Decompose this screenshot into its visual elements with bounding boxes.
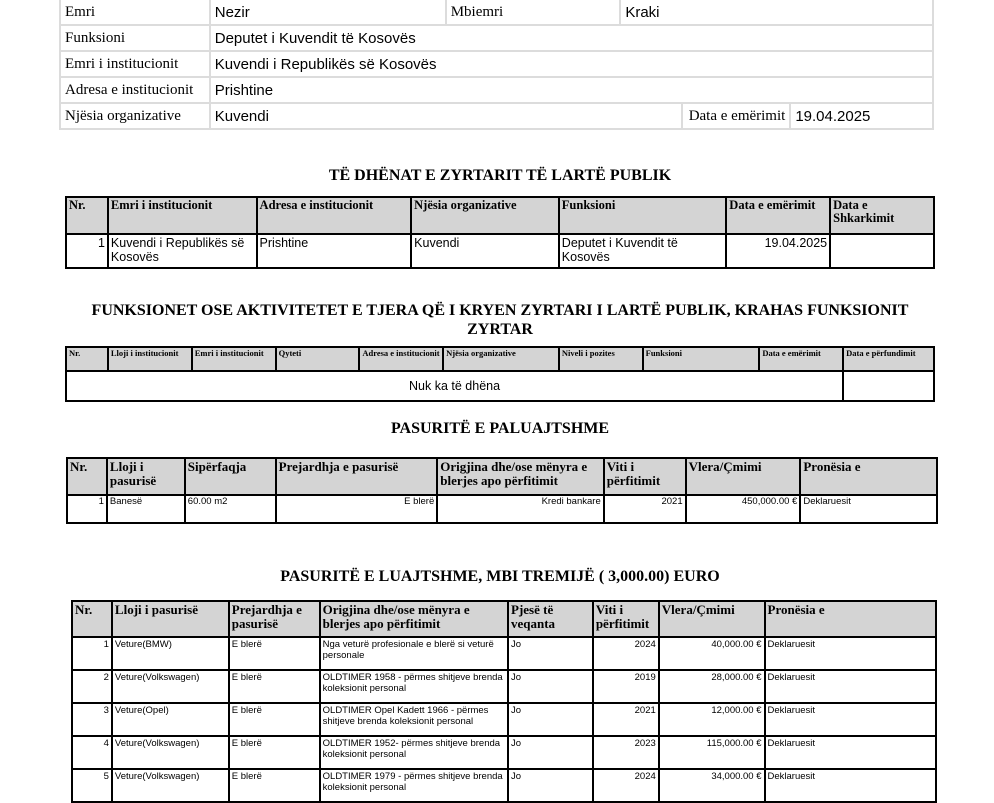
table-row — [72, 736, 936, 769]
info-row-name — [60, 0, 933, 25]
movable-assets-table — [71, 600, 937, 803]
institution-label: Emri i institucionit — [60, 51, 210, 77]
col-header: Pjesë të veqanta — [508, 601, 593, 637]
table-row — [66, 234, 934, 268]
info-row-unit — [60, 103, 933, 129]
cell-type: Veture(BMW) — [112, 637, 229, 670]
col-header: Njësia organizative — [411, 197, 559, 234]
cell-nr: 1 — [72, 637, 112, 670]
info-row-address — [60, 77, 933, 103]
address-value: Prishtine — [210, 77, 933, 103]
col-header: Nr. — [67, 458, 107, 495]
cell-provenance: E blerë — [229, 769, 320, 802]
col-header: Viti i përfitimit — [593, 601, 659, 637]
other-functions-title: FUNKSIONET OSE AKTIVITETET E TJERA QË I KRYEN ZYRTARI I LARTË PUBLIK, KRAHAS FUNKSIONIT ZYRTAR — [91, 302, 909, 338]
table-row — [67, 495, 937, 523]
cell-ownership: Deklaruesit — [765, 703, 936, 736]
official-data-table — [65, 196, 935, 269]
col-header: Niveli i pozites — [559, 347, 643, 371]
col-header: Emri i institucionit — [108, 197, 257, 234]
movable-assets-title: PASURITË E LUAJTSHME, MBI TREMIJË ( 3,000.00) EURO — [280, 568, 720, 585]
table-header-row — [66, 347, 934, 371]
table-row — [66, 371, 934, 401]
institution-value: Kuvendi i Republikës së Kosovës — [210, 51, 933, 77]
last-name-label: Mbiemri — [446, 0, 621, 25]
cell-nr: 5 — [72, 769, 112, 802]
cell-origin: OLDTIMER 1979 - përmes shitjeve brenda koleksionit personal — [320, 769, 508, 802]
table-row — [72, 769, 936, 802]
cell-origin: Nga veturë profesionale e blerë si veturë personale — [320, 637, 508, 670]
cell-dismissal-date — [830, 234, 934, 268]
address-label: Adresa e institucionit — [60, 77, 210, 103]
cell-ownership: Deklaruesit — [765, 637, 936, 670]
cell-year: 2021 — [593, 703, 659, 736]
cell-origin: OLDTIMER Opel Kadett 1966 - përmes shitjeve brenda koleksionit personal — [320, 703, 508, 736]
cell-special-parts: Jo — [508, 736, 593, 769]
col-header: Vlera/Çmimi — [686, 458, 801, 495]
info-row-institution — [60, 51, 933, 77]
cell-institution: Kuvendi i Republikës së Kosovës — [108, 234, 257, 268]
cell-type: Veture(Volkswagen) — [112, 670, 229, 703]
cell-provenance: E blerë — [229, 703, 320, 736]
cell-provenance: E blerë — [229, 670, 320, 703]
cell-special-parts: Jo — [508, 703, 593, 736]
col-header: Adresa e institucionit — [359, 347, 443, 371]
cell-empty — [843, 371, 934, 401]
official-data-title: TË DHËNAT E ZYRTARIT TË LARTË PUBLIK — [328, 167, 672, 184]
cell-value: 40,000.00 € — [659, 637, 765, 670]
cell-nr: 2 — [72, 670, 112, 703]
immovable-assets-title: PASURITË E PALUAJTSHME — [390, 420, 610, 437]
col-header: Emri i institucionit — [192, 347, 276, 371]
col-header: Lloji i pasurisë — [107, 458, 185, 495]
col-header: Data e emërimit — [726, 197, 830, 234]
function-label: Funksioni — [60, 25, 210, 51]
col-header: Data e përfundimit — [843, 347, 934, 371]
col-header: Origjina dhe/ose mënyra e blerjes apo përfitimit — [437, 458, 604, 495]
empty-message: Nuk ka të dhëna — [66, 371, 843, 401]
cell-type: Veture(Volkswagen) — [112, 736, 229, 769]
col-header: Prejardhja e pasurisë — [229, 601, 320, 637]
cell-year: 2023 — [593, 736, 659, 769]
cell-nr: 4 — [72, 736, 112, 769]
last-name-value: Kraki — [620, 0, 933, 25]
unit-label: Njësia organizative — [60, 103, 210, 129]
col-header: Njësia organizative — [443, 347, 559, 371]
cell-value: 34,000.00 € — [659, 769, 765, 802]
cell-value: 450,000.00 € — [686, 495, 801, 523]
col-header: Data e emërimit — [759, 347, 843, 371]
first-name-value: Nezir — [210, 0, 446, 25]
cell-provenance: E blerë — [229, 637, 320, 670]
col-header: Pronësia e — [765, 601, 936, 637]
col-header: Origjina dhe/ose mënyra e blerjes apo përfitimit — [320, 601, 508, 637]
cell-ownership: Deklaruesit — [765, 670, 936, 703]
col-header: Vlera/Çmimi — [659, 601, 765, 637]
cell-value: 115,000.00 € — [659, 736, 765, 769]
table-row — [72, 637, 936, 670]
cell-origin: Kredi bankare — [437, 495, 604, 523]
immovable-assets-table — [66, 457, 938, 524]
col-header: Funksioni — [643, 347, 760, 371]
col-header: Funksioni — [559, 197, 727, 234]
col-header: Pronësia e — [800, 458, 937, 495]
other-functions-table — [65, 346, 935, 402]
cell-year: 2021 — [604, 495, 686, 523]
cell-ownership: Deklaruesit — [800, 495, 937, 523]
table-header-row — [67, 458, 937, 495]
cell-year: 2024 — [593, 637, 659, 670]
cell-address: Prishtine — [257, 234, 412, 268]
cell-year: 2019 — [593, 670, 659, 703]
cell-area: 60.00 m2 — [185, 495, 276, 523]
official-info-table — [59, 0, 934, 130]
cell-function: Deputet i Kuvendit të Kosovës — [559, 234, 727, 268]
col-header: Viti i përfitimit — [604, 458, 686, 495]
col-header: Prejardhja e pasurisë — [276, 458, 438, 495]
table-header-row — [72, 601, 936, 637]
cell-nr: 3 — [72, 703, 112, 736]
col-header: Adresa e institucionit — [257, 197, 412, 234]
cell-nr: 1 — [67, 495, 107, 523]
cell-origin: OLDTIMER 1958 - përmes shitjeve brenda koleksionit personal — [320, 670, 508, 703]
unit-value: Kuvendi — [210, 103, 683, 129]
cell-nr: 1 — [66, 234, 108, 268]
cell-value: 28,000.00 € — [659, 670, 765, 703]
cell-special-parts: Jo — [508, 769, 593, 802]
col-header: Sipërfaqja — [185, 458, 276, 495]
col-header: Data e Shkarkimit — [830, 197, 934, 234]
col-header: Lloji i pasurisë — [112, 601, 229, 637]
cell-special-parts: Jo — [508, 637, 593, 670]
table-header-row — [66, 197, 934, 234]
cell-unit: Kuvendi — [411, 234, 559, 268]
cell-type: Banesë — [107, 495, 185, 523]
col-header: Lloji i institucionit — [108, 347, 192, 371]
cell-special-parts: Jo — [508, 670, 593, 703]
col-header: Qyteti — [276, 347, 360, 371]
function-value: Deputet i Kuvendit të Kosovës — [210, 25, 933, 51]
info-row-function — [60, 25, 933, 51]
cell-type: Veture(Opel) — [112, 703, 229, 736]
cell-appointment-date: 19.04.2025 — [726, 234, 830, 268]
col-header: Nr. — [66, 197, 108, 234]
appointment-date-value: 19.04.2025 — [790, 103, 933, 129]
appointment-date-label: Data e emërimit — [682, 103, 790, 129]
cell-type: Veture(Volkswagen) — [112, 769, 229, 802]
cell-value: 12,000.00 € — [659, 703, 765, 736]
first-name-label: Emri — [60, 0, 210, 25]
cell-ownership: Deklaruesit — [765, 769, 936, 802]
table-row — [72, 670, 936, 703]
cell-origin: OLDTIMER 1952- përmes shitjeve brenda koleksionit personal — [320, 736, 508, 769]
cell-provenance: E blerë — [276, 495, 438, 523]
col-header: Nr. — [66, 347, 108, 371]
table-row — [72, 703, 936, 736]
cell-provenance: E blerë — [229, 736, 320, 769]
col-header: Nr. — [72, 601, 112, 637]
cell-ownership: Deklaruesit — [765, 736, 936, 769]
cell-year: 2024 — [593, 769, 659, 802]
